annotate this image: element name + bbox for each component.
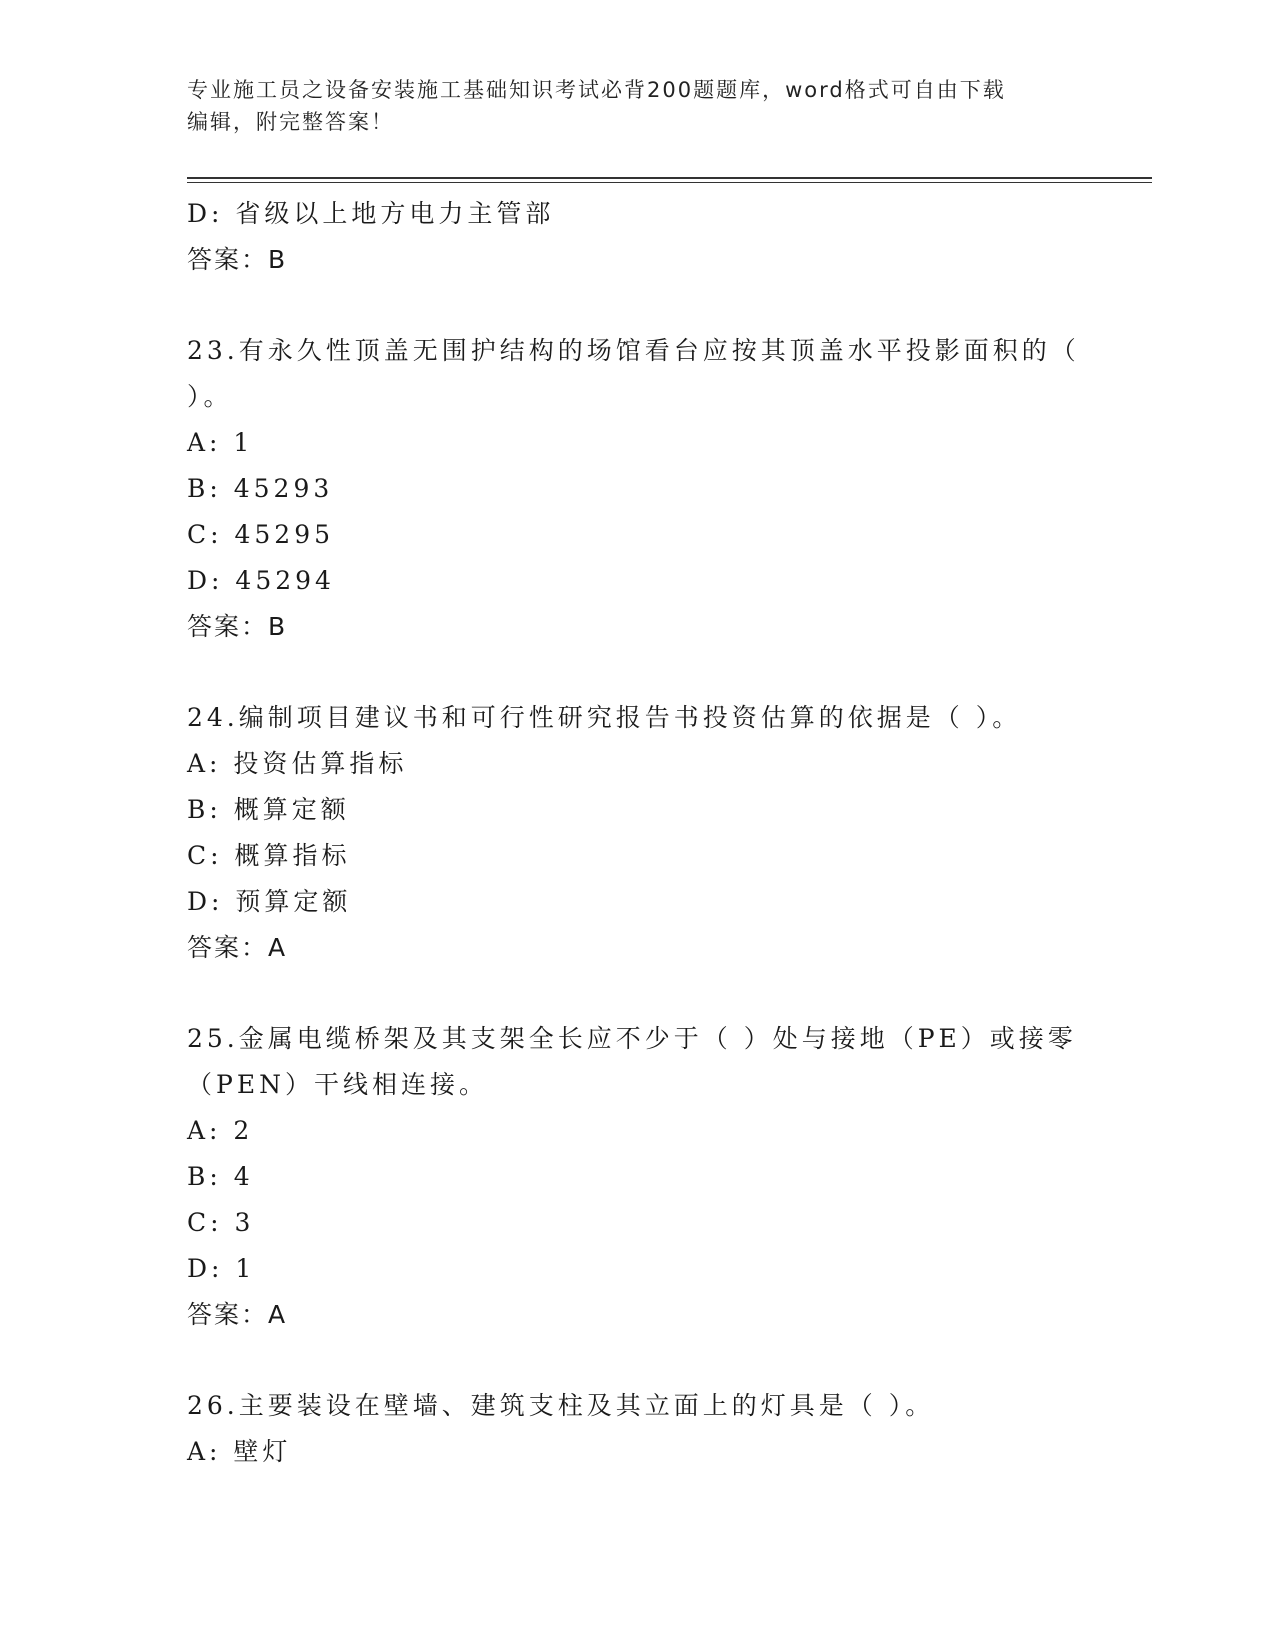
question-list	[187, 191, 1087, 1475]
answer-line: 答案：A	[187, 1300, 288, 1329]
question-stem-continued: （PEN）干线相连接。	[187, 1070, 488, 1099]
option-c: C: 3	[187, 1208, 255, 1237]
option-c: C: 45295	[187, 520, 335, 549]
option-d: D: 预算定额	[187, 887, 352, 916]
question-stem: 25.金属电缆桥架及其支架全长应不少于（ ）处与接地（PE）或接零	[187, 1024, 1077, 1053]
option-a: A: 投资估算指标	[187, 749, 408, 778]
option-b: B: 概算定额	[187, 795, 350, 824]
option-d: D: 省级以上地方电力主管部	[187, 199, 555, 228]
option-c: C: 概算指标	[187, 841, 351, 870]
header-line-2: 编辑，附完整答案！	[187, 110, 394, 134]
option-d: D: 1	[187, 1254, 256, 1283]
option-a: A: 壁灯	[187, 1437, 292, 1466]
question-stem-continued: ）。	[187, 382, 233, 411]
header-divider-thin	[187, 182, 1152, 183]
spacer	[187, 283, 1087, 328]
option-a: A: 2	[187, 1116, 254, 1145]
spacer	[187, 1338, 1087, 1383]
question-24	[187, 695, 1087, 971]
question-26	[187, 1383, 1087, 1475]
header-divider-thick	[187, 177, 1152, 179]
option-d: D: 45294	[187, 566, 335, 595]
option-a: A: 1	[187, 428, 254, 457]
question-25	[187, 1016, 1087, 1338]
question-stem: 26.主要装设在壁墙、建筑支柱及其立面上的灯具是（ ）。	[187, 1391, 935, 1420]
spacer	[187, 971, 1087, 1016]
question-stem: 24.编制项目建议书和可行性研究报告书投资估算的依据是（ ）。	[187, 703, 1022, 732]
question-23	[187, 328, 1087, 650]
question-stem: 23.有永久性顶盖无围护结构的场馆看台应按其顶盖水平投影面积的（	[187, 336, 1080, 365]
option-b: B: 4	[187, 1162, 254, 1191]
option-b: B: 45293	[187, 474, 334, 503]
spacer	[187, 650, 1087, 695]
document-header	[187, 74, 1067, 138]
header-line-1: 专业施工员之设备安装施工基础知识考试必背200题题库，word格式可自由下载	[187, 78, 1006, 102]
answer-line: 答案：A	[187, 933, 288, 962]
answer-line: 答案：B	[187, 612, 288, 641]
answer-line: 答案：B	[187, 245, 288, 274]
